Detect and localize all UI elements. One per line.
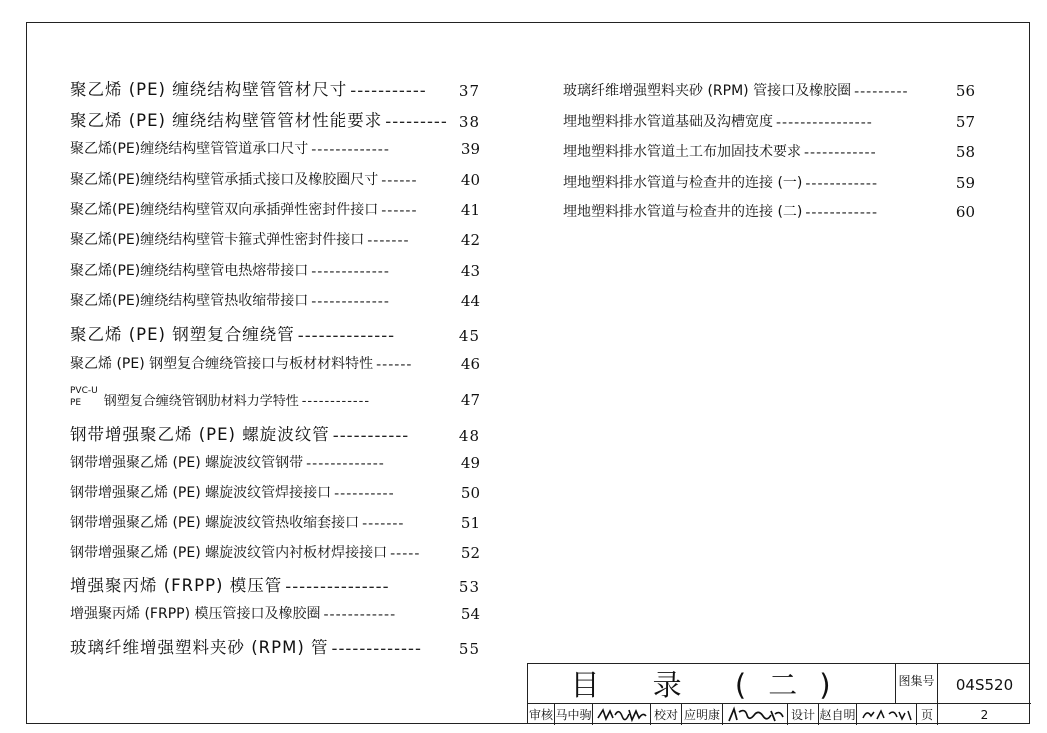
toc-entry-title — [563, 172, 802, 192]
dash-leader: ----------- — [332, 426, 410, 445]
material-code: PE — [70, 398, 82, 408]
dash-leader: ------------- — [311, 142, 390, 158]
toc-entry[interactable] — [70, 603, 480, 623]
dash-leader: ----- — [390, 546, 421, 562]
toc-entry-text: 聚乙烯 (PE) 缠绕结构壁管管材性能要求 — [70, 111, 383, 130]
toc-entry[interactable] — [70, 107, 480, 131]
toc-entry-text: 聚乙烯(PE)缠绕结构壁管承插式接口及橡胶圈尺寸 — [70, 172, 379, 188]
toc-page-number: 60 — [955, 203, 975, 221]
toc-entry[interactable] — [70, 542, 480, 562]
checker-signature — [723, 704, 788, 725]
toc-entry-title — [70, 107, 382, 131]
toc-page-number: 43 — [460, 262, 480, 280]
toc-entry-title — [70, 603, 321, 623]
toc-entry-text: 钢带增强聚乙烯 (PE) 螺旋波纹管 — [70, 425, 330, 444]
toc-entry[interactable] — [563, 201, 975, 221]
toc-entry-text: 钢带增强聚乙烯 (PE) 螺旋波纹管焊接接口 — [70, 485, 332, 501]
dash-leader: ------------- — [331, 639, 422, 658]
toc-entry[interactable] — [70, 512, 480, 532]
dash-leader: ------ — [381, 203, 418, 219]
designer-signature — [857, 704, 917, 725]
toc-entry[interactable] — [70, 321, 480, 345]
dash-leader: ------------ — [323, 607, 397, 623]
toc-page-number: 52 — [460, 544, 480, 562]
toc-page-number: 41 — [460, 201, 480, 219]
toc-page-number: 47 — [460, 391, 480, 409]
toc-entry[interactable] — [70, 421, 480, 445]
page-label: 页 — [917, 704, 938, 725]
dash-leader: ---------------- — [776, 115, 873, 131]
toc-entry[interactable] — [70, 76, 480, 100]
toc-entry-title — [70, 260, 308, 280]
toc-entry-text: 聚乙烯(PE)缠绕结构壁管双向承插弹性密封件接口 — [70, 202, 379, 218]
sheet-title: 目 录 (二) — [528, 664, 896, 704]
toc-page-number: 44 — [460, 292, 480, 310]
reviewer-signature — [593, 704, 651, 725]
toc-entry-text: 聚乙烯(PE)缠绕结构壁管电热熔带接口 — [70, 263, 309, 279]
toc-entry[interactable] — [70, 138, 480, 158]
toc-entry[interactable] — [70, 169, 480, 189]
toc-entry-text: 埋地塑料排水管道与检查井的连接 (一) — [563, 175, 803, 191]
material-code: PVC-U — [70, 386, 98, 396]
signature-row — [528, 704, 1031, 725]
atlas-number: 04S520 — [938, 664, 1031, 704]
toc-page-number: 53 — [458, 578, 480, 596]
toc-entry-text: 聚乙烯 (PE) 缠绕结构壁管管材尺寸 — [70, 80, 348, 99]
toc-entry-text: 聚乙烯 (PE) 钢塑复合缠绕管 — [70, 325, 295, 344]
dash-leader: -------------- — [297, 326, 396, 345]
toc-entry[interactable] — [70, 634, 480, 658]
toc-entry[interactable] — [70, 199, 480, 219]
toc-entry[interactable] — [563, 141, 975, 161]
check-label: 校对 — [651, 704, 682, 725]
dash-leader: ------------ — [804, 145, 877, 161]
toc-page-number: 50 — [460, 484, 480, 502]
toc-entry-text: 钢带增强聚乙烯 (PE) 螺旋波纹管热收缩套接口 — [70, 515, 360, 531]
toc-entry-title — [70, 199, 378, 219]
toc-page-number: 45 — [458, 327, 480, 345]
toc-page-number: 55 — [458, 640, 480, 658]
toc-entry-title — [563, 80, 851, 100]
toc-entry[interactable] — [70, 482, 480, 502]
toc-entry-text: 聚乙烯(PE)缠绕结构壁管热收缩带接口 — [70, 293, 309, 309]
dash-leader: ----------- — [350, 81, 427, 100]
dash-leader: ---------- — [334, 486, 395, 502]
toc-entry-title — [70, 353, 373, 373]
toc-page-number: 40 — [460, 171, 480, 189]
toc-entry[interactable] — [70, 229, 480, 249]
toc-page-number: 38 — [458, 113, 480, 131]
dash-leader: ------------- — [306, 456, 385, 472]
toc-page-number: 58 — [955, 143, 975, 161]
page-number: 2 — [980, 707, 989, 722]
toc-entry-title — [70, 290, 308, 310]
toc-entry-text: 钢带增强聚乙烯 (PE) 螺旋波纹管内衬板材焊接接口 — [70, 545, 388, 561]
toc-page-number: 56 — [955, 82, 975, 100]
toc-entry[interactable] — [70, 290, 480, 310]
dash-leader: --------- — [385, 112, 448, 131]
toc-entry-title — [70, 512, 359, 532]
toc-entry[interactable] — [70, 452, 480, 472]
toc-entry[interactable] — [563, 172, 975, 192]
toc-entry-text: 增强聚丙烯 (FRPP) 模压管接口及橡胶圈 — [70, 606, 321, 622]
designer-name: 赵自明 — [819, 704, 857, 725]
toc-entry-text: 聚乙烯 (PE) 钢塑复合缠绕管接口与板材材料特性 — [70, 356, 374, 372]
toc-entry-title — [70, 452, 303, 472]
toc-entry-text: 增强聚丙烯 (FRPP) 模压管 — [70, 576, 283, 595]
dash-leader: ------------- — [311, 294, 390, 310]
toc-entry-title — [563, 141, 801, 161]
toc-page-number: 57 — [955, 113, 975, 131]
toc-entry-title — [70, 229, 364, 249]
toc-entry-title — [563, 201, 802, 221]
material-code-stack — [70, 385, 98, 409]
toc-page-number: 48 — [458, 427, 480, 445]
toc-entry-title — [70, 385, 299, 409]
toc-entry-text: 玻璃纤维增强塑料夹砂 (RPM) 管接口及橡胶圈 — [563, 83, 852, 99]
toc-entry-text: 埋地塑料排水管道土工布加固技术要求 — [563, 144, 801, 160]
dash-leader: ------ — [376, 357, 413, 373]
toc-entry[interactable] — [70, 572, 480, 596]
dash-leader: ------------ — [301, 394, 371, 409]
design-label: 设计 — [788, 704, 819, 725]
dash-leader: --------- — [854, 84, 909, 100]
toc-entry[interactable] — [70, 353, 480, 373]
title-block — [527, 663, 1030, 724]
toc-entry-title — [70, 169, 378, 189]
toc-page-number: 42 — [460, 231, 480, 249]
toc-entry-title — [70, 482, 331, 502]
dash-leader: --------------- — [285, 577, 390, 596]
toc-entry[interactable] — [70, 260, 480, 280]
toc-entry-title — [70, 76, 347, 100]
review-label: 审核 — [528, 704, 555, 725]
toc-entry-text: 玻璃纤维增强塑料夹砂 (RPM) 管 — [70, 638, 329, 657]
dash-leader: ------------ — [805, 176, 878, 192]
toc-entry[interactable] — [563, 80, 975, 100]
toc-page-number: 54 — [460, 605, 480, 623]
toc-entry-title — [70, 634, 329, 658]
dash-leader: ------------ — [805, 205, 878, 221]
toc-entry-text: 钢带增强聚乙烯 (PE) 螺旋波纹管钢带 — [70, 455, 304, 471]
atlas-number-label: 图集号 — [896, 664, 938, 704]
dash-leader: ------- — [367, 233, 410, 249]
dash-leader: ------- — [362, 516, 405, 532]
toc-entry-text: 埋地塑料排水管道基础及沟槽宽度 — [563, 114, 773, 130]
toc-entry-title — [70, 572, 282, 596]
toc-entry[interactable] — [563, 111, 975, 131]
toc-entry-text: 聚乙烯(PE)缠绕结构壁管卡箍式弹性密封件接口 — [70, 232, 365, 248]
dash-leader: ------ — [381, 173, 418, 189]
toc-entry-title — [70, 138, 308, 158]
toc-page-number: 59 — [955, 174, 975, 192]
toc-entry-title — [70, 321, 295, 345]
reviewer-name: 马中驹 — [555, 704, 593, 725]
toc-page-number: 39 — [460, 140, 480, 158]
toc-entry[interactable] — [70, 385, 480, 409]
toc-entry-text: 钢塑复合缠绕管钢肋材料力学特性 — [103, 394, 299, 409]
toc-entry-text: 聚乙烯(PE)缠绕结构壁管管道承口尺寸 — [70, 141, 309, 157]
toc-entry-text: 埋地塑料排水管道与检查井的连接 (二) — [563, 204, 803, 220]
toc-page-number: 37 — [458, 82, 480, 100]
toc-entry-title — [70, 542, 387, 562]
toc-entry-title — [563, 111, 773, 131]
toc-page-number: 46 — [460, 355, 480, 373]
toc-entry-title — [70, 421, 330, 445]
toc-page-number: 49 — [460, 454, 480, 472]
toc-page-number: 51 — [460, 514, 480, 532]
dash-leader: ------------- — [311, 264, 390, 280]
checker-name: 应明康 — [682, 704, 723, 725]
